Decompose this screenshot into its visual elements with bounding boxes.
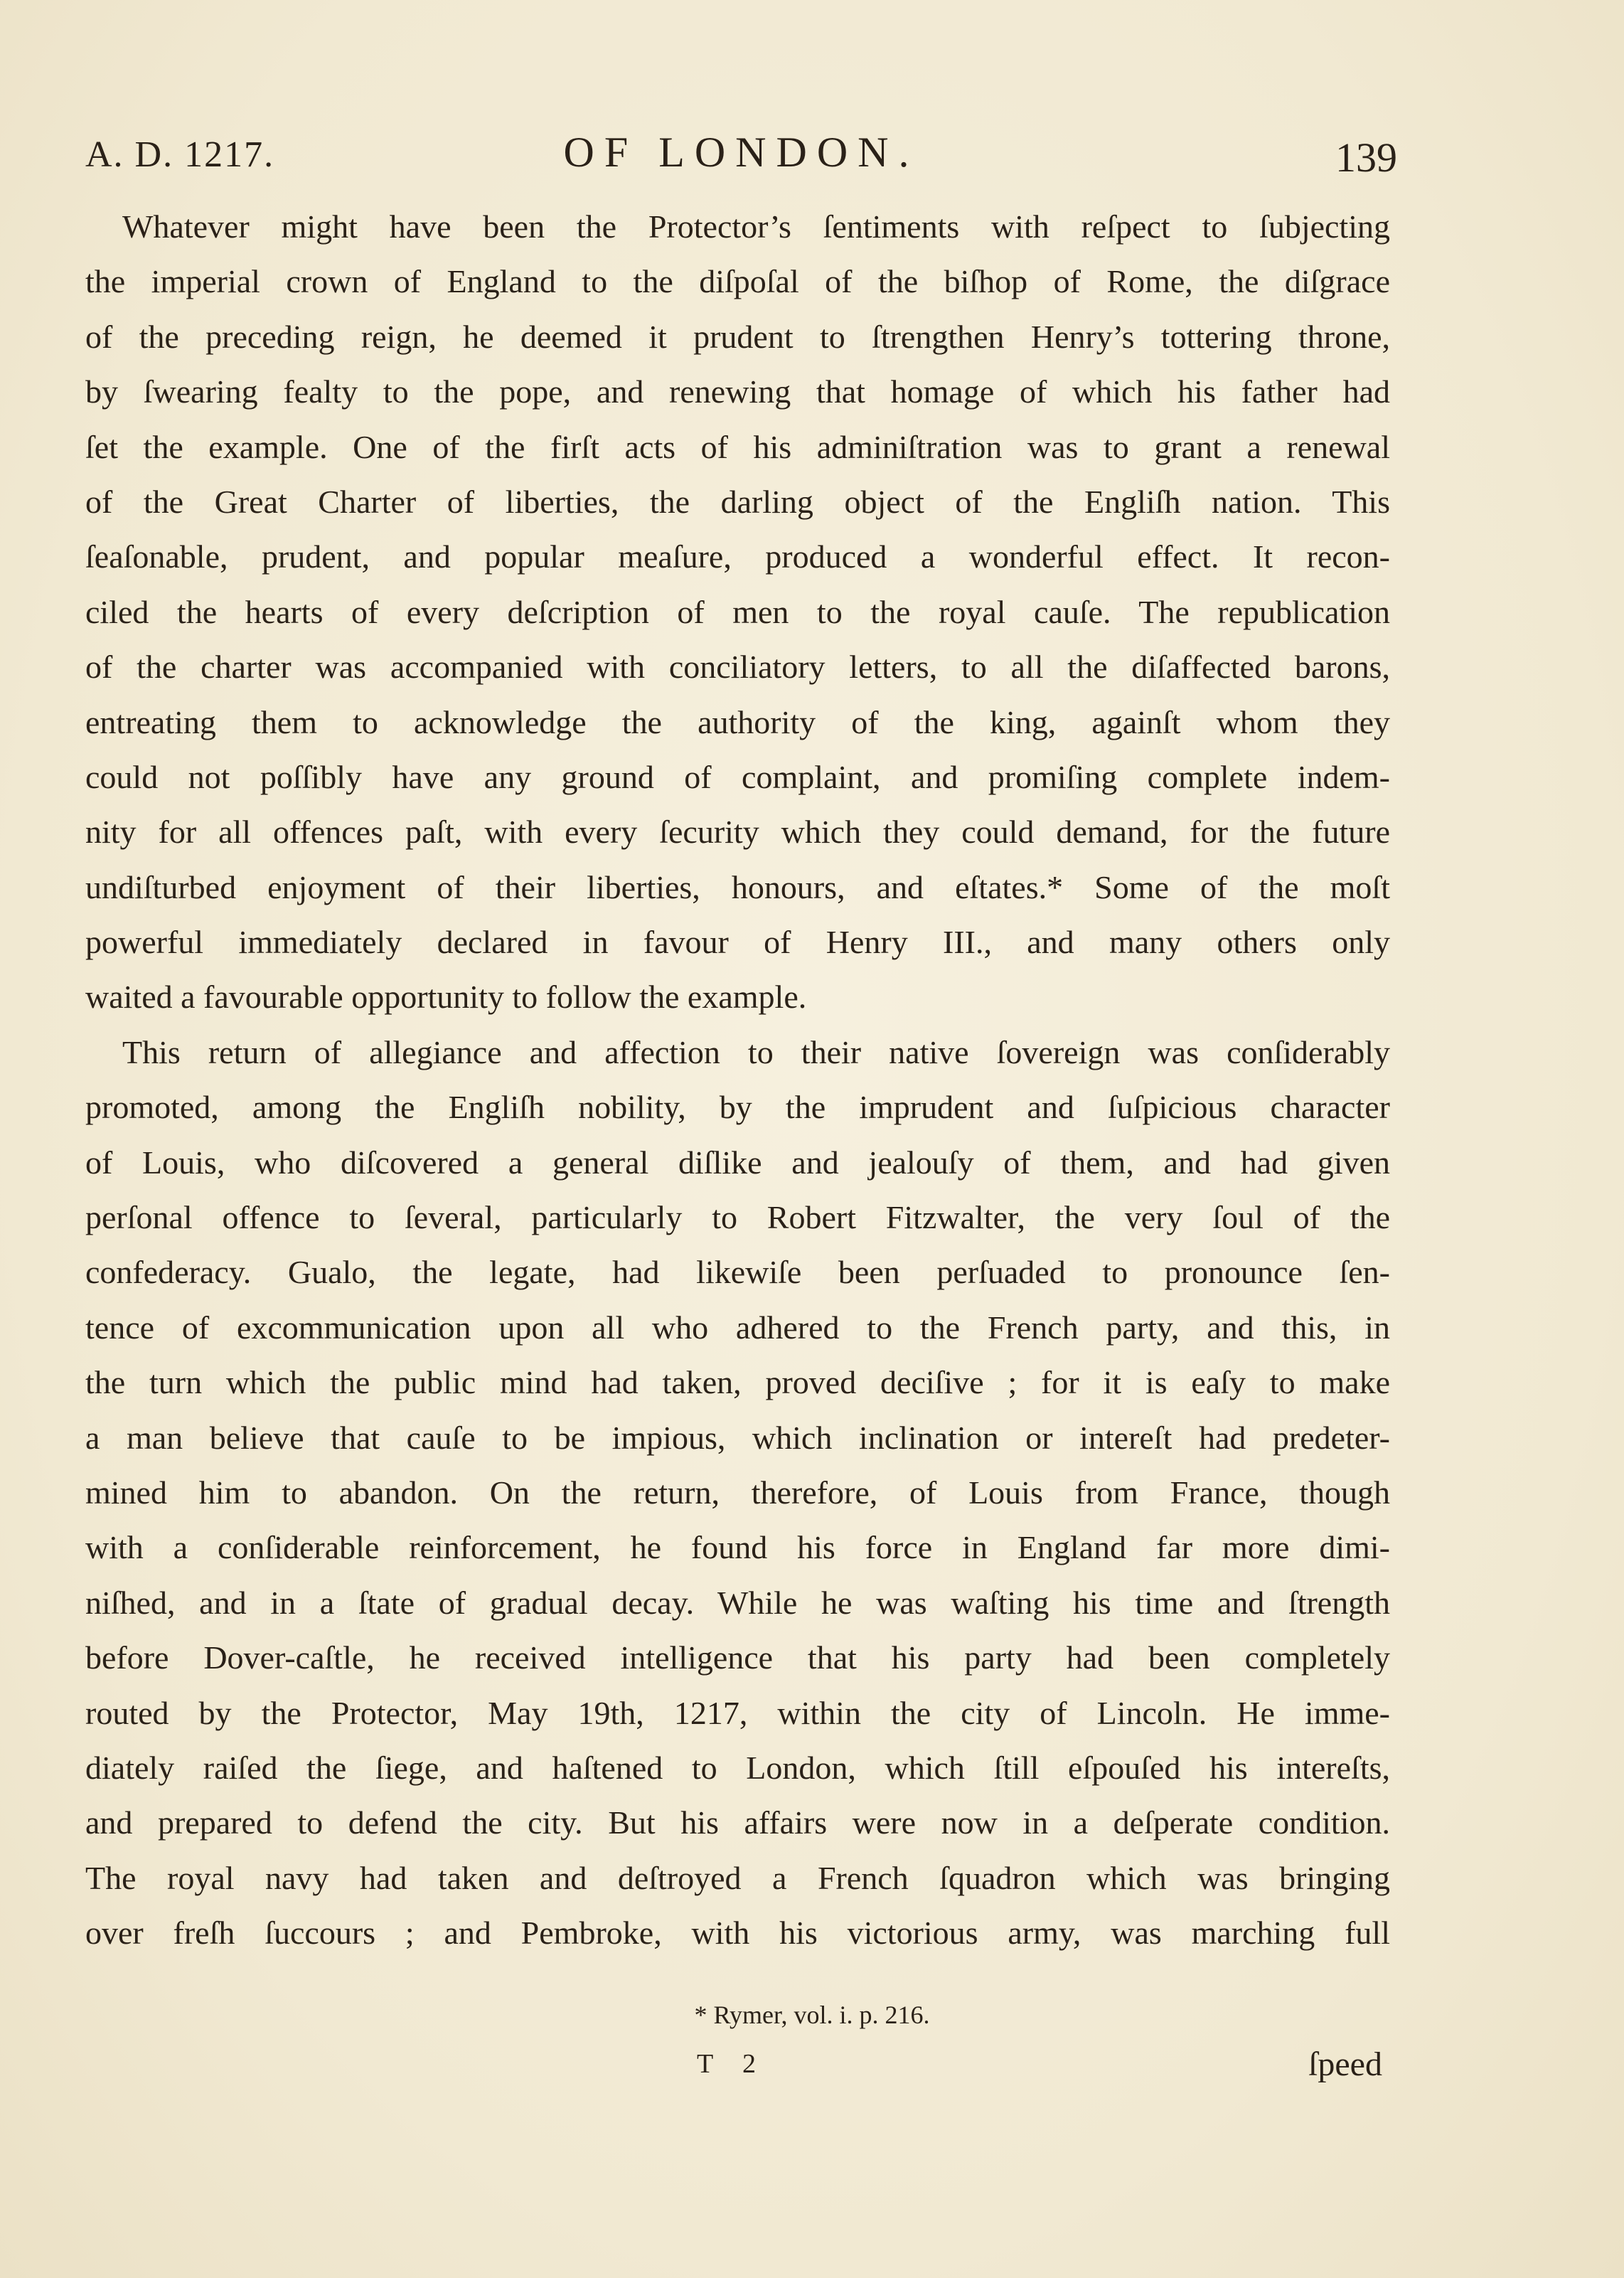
text-line-20: confederacy. Gualo, the legate, had likewiſe been perſuaded to pronounce ſen- bbox=[85, 1254, 1390, 1291]
text-line-29: diately raiſed the ſiege, and haſtened to London, which ſtill eſpouſed his intereſts, bbox=[85, 1749, 1390, 1786]
catchword: ſpeed bbox=[1308, 2045, 1382, 2083]
text-line-3: of the preceding reign, he deemed it prudent to ſtrengthen Henry’s tottering throne, bbox=[85, 318, 1390, 355]
year-marker: A. D. 1217. bbox=[85, 134, 275, 175]
text-line-27: before Dover-caſtle, he received intelligence that his party had been completely bbox=[85, 1639, 1390, 1676]
text-line-31: The royal navy had taken and deſtroyed a French ſquadron which was bringing bbox=[85, 1859, 1390, 1896]
text-line-1: Whatever might have been the Protector’s ſentiments with reſpect to ſubjecting bbox=[122, 208, 1390, 245]
running-head bbox=[85, 128, 1397, 185]
text-line-5: ſet the example. One of the firſt acts of his adminiſtration was to grant a renewal bbox=[85, 428, 1390, 465]
body-text bbox=[85, 199, 1390, 1961]
text-line-15: waited a favourable opportunity to follow the example. bbox=[85, 979, 807, 1016]
text-line-11: could not poſſibly have any ground of complaint, and promiſing complete indem- bbox=[85, 758, 1390, 795]
text-line-26: niſhed, and in a ſtate of gradual decay. While he was waſting his time and ſtrength bbox=[85, 1584, 1390, 1621]
text-line-28: routed by the Protector, May 19th, 1217, within the city of Lincoln. He imme- bbox=[85, 1694, 1390, 1731]
text-line-6: of the Great Charter of liberties, the darling object of the Engliſh nation. This bbox=[85, 483, 1390, 520]
text-line-12: nity for all offences paſt, with every ſecurity which they could demand, for the future bbox=[85, 814, 1390, 851]
text-line-17: promoted, among the Engliſh nobility, by the imprudent and ſuſpicious character bbox=[85, 1089, 1390, 1126]
text-line-24: mined him to abandon. On the return, therefore, of Louis from France, though bbox=[85, 1474, 1390, 1511]
text-line-13: undiſturbed enjoyment of their liberties, honours, and eſtates.* Some of the moſt bbox=[85, 868, 1390, 905]
text-line-7: ſeaſonable, prudent, and popular meaſure, produced a wonderful effect. It recon- bbox=[85, 538, 1390, 575]
text-line-10: entreating them to acknowledge the authority of the king, againſt whom they bbox=[85, 703, 1390, 740]
footnote: * Rymer, vol. i. p. 216. bbox=[694, 2001, 930, 2029]
text-line-19: perſonal offence to ſeveral, particularly to Robert Fitzwalter, the very ſoul of the bbox=[85, 1199, 1390, 1236]
text-line-23: a man believe that cauſe to be impious, which inclination or intereſt had predeter- bbox=[85, 1419, 1390, 1456]
text-line-32: over freſh ſuccours ; and Pembroke, with his victorious army, was marching full bbox=[85, 1915, 1390, 1952]
text-line-14: powerful immediately declared in favour of Henry III., and many others only bbox=[85, 924, 1390, 961]
text-line-22: the turn which the public mind had taken, proved deciſive ; for it is eaſy to make bbox=[85, 1364, 1390, 1401]
text-line-2: the imperial crown of England to the diſpoſal of the biſhop of Rome, the diſgrace bbox=[85, 263, 1390, 300]
signature-mark: T 2 bbox=[697, 2049, 768, 2079]
text-line-18: of Louis, who diſcovered a general diſlike and jealouſy of them, and had given bbox=[85, 1144, 1390, 1181]
text-line-30: and prepared to defend the city. But his affairs were now in a deſperate condition. bbox=[85, 1804, 1390, 1841]
page-title: OF LONDON. bbox=[563, 129, 919, 176]
page-number: 139 bbox=[1335, 134, 1397, 181]
text-line-21: tence of excommunication upon all who adhered to the French party, and this, in bbox=[85, 1309, 1390, 1346]
text-line-4: by ſwearing fealty to the pope, and renewing that homage of which his father had bbox=[85, 373, 1390, 410]
text-line-25: with a conſiderable reinforcement, he found his force in England far more dimi- bbox=[85, 1529, 1390, 1566]
text-line-9: of the charter was accompanied with conciliatory letters, to all the diſaffected barons, bbox=[85, 649, 1390, 686]
text-line-16: This return of allegiance and affection to their native ſovereign was conſiderably bbox=[122, 1033, 1390, 1070]
text-line-8: ciled the hearts of every deſcription of men to the royal cauſe. The republication bbox=[85, 593, 1390, 630]
